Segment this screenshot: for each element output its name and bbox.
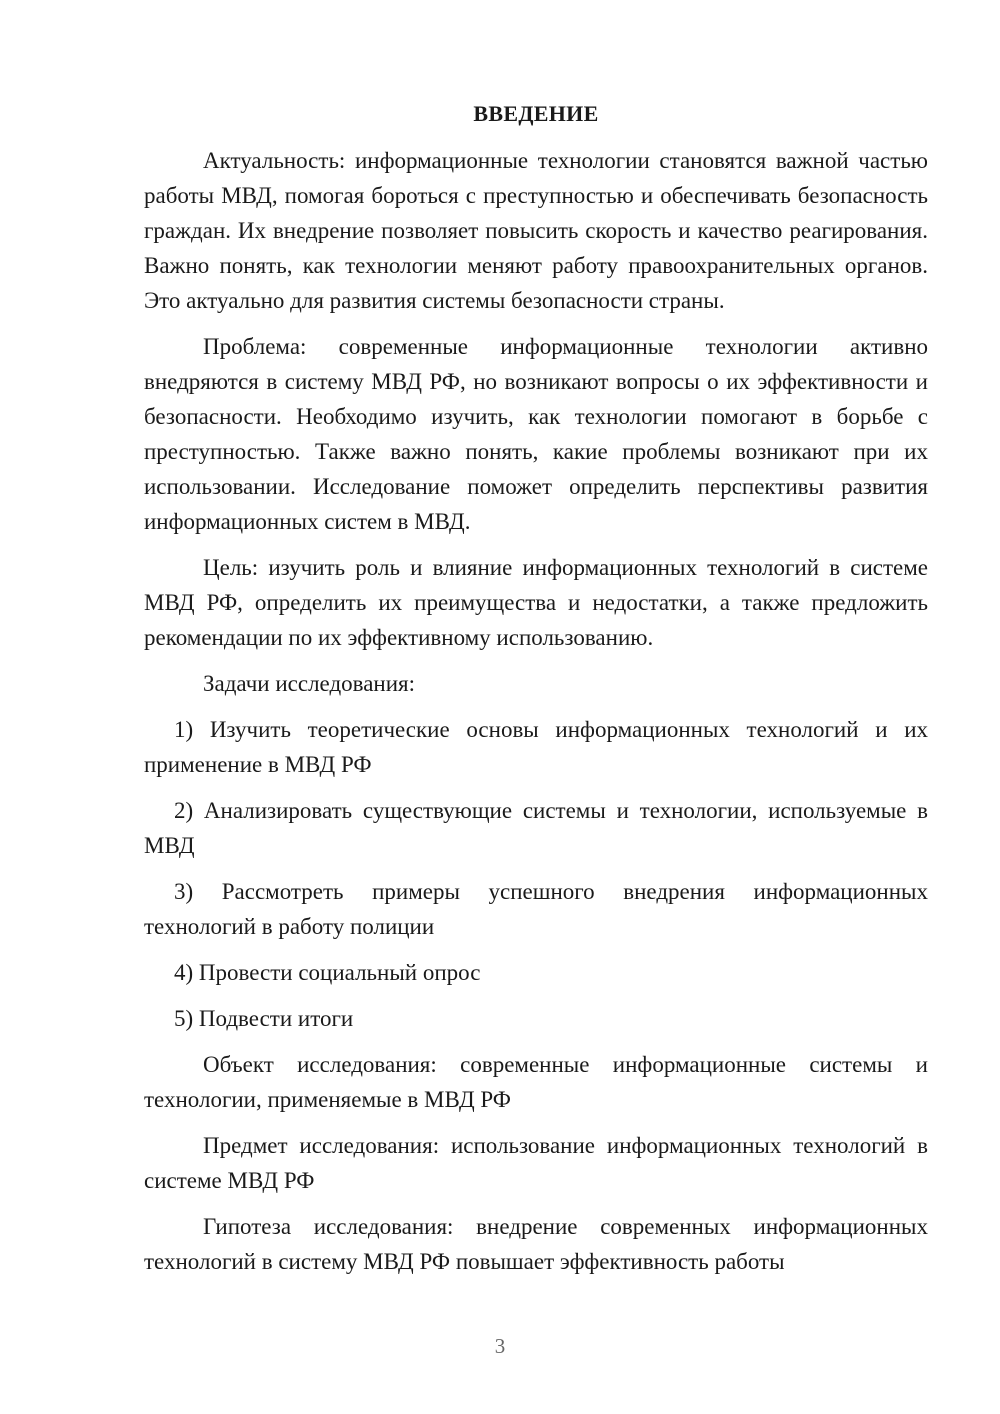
research-object-paragraph: Объект исследования: современные информационные системы и технологии, применяемые в МВД РФ: [144, 1052, 928, 1112]
task-item-4: 4) Провести социальный опрос: [174, 960, 481, 985]
task-item-3: 3) Рассмотреть примеры успешного внедрения информационных технологий в работу полиции: [144, 879, 928, 939]
tasks-heading: Задачи исследования:: [203, 671, 416, 696]
document-page: [144, 96, 928, 1290]
problem-paragraph: Проблема: современные информационные технологии активно внедряются в систему МВД РФ, но возникают вопросы о их эффективности и безопасности. Необходимо изучить, как технологии помогают в борьбе с преступностью. Также важно понять, какие проблемы возникают при их использовании. Исследование поможет определить перспективы развития информационных систем в МВД.: [144, 334, 928, 534]
task-item-1: 1) Изучить теоретические основы информационных технологий и их применение в МВД РФ: [144, 717, 928, 777]
task-item-5: 5) Подвести итоги: [174, 1006, 354, 1031]
relevance-paragraph: Актуальность: информационные технологии становятся важной частью работы МВД, помогая бороться с преступностью и обеспечивать безопасность граждан. Их внедрение позволяет повысить скорость и качество реагирования. Важно понять, как технологии меняют работу правоохранительных органов. Это актуально для развития системы безопасности страны.: [144, 148, 928, 313]
section-title: ВВЕДЕНИЕ: [473, 101, 599, 126]
task-item-2: 2) Анализировать существующие системы и технологии, используемые в МВД: [144, 798, 928, 858]
hypothesis-paragraph: Гипотеза исследования: внедрение современных информационных технологий в систему МВД РФ повышает эффективность работы: [144, 1214, 928, 1274]
research-subject-paragraph: Предмет исследования: использование информационных технологий в системе МВД РФ: [144, 1133, 928, 1193]
page-number: 3: [494, 1334, 506, 1358]
goal-paragraph: Цель: изучить роль и влияние информационных технологий в системе МВД РФ, определить их преимущества и недостатки, а также предложить рекомендации по их эффективному использованию.: [144, 555, 928, 650]
task-list: [144, 712, 928, 1036]
